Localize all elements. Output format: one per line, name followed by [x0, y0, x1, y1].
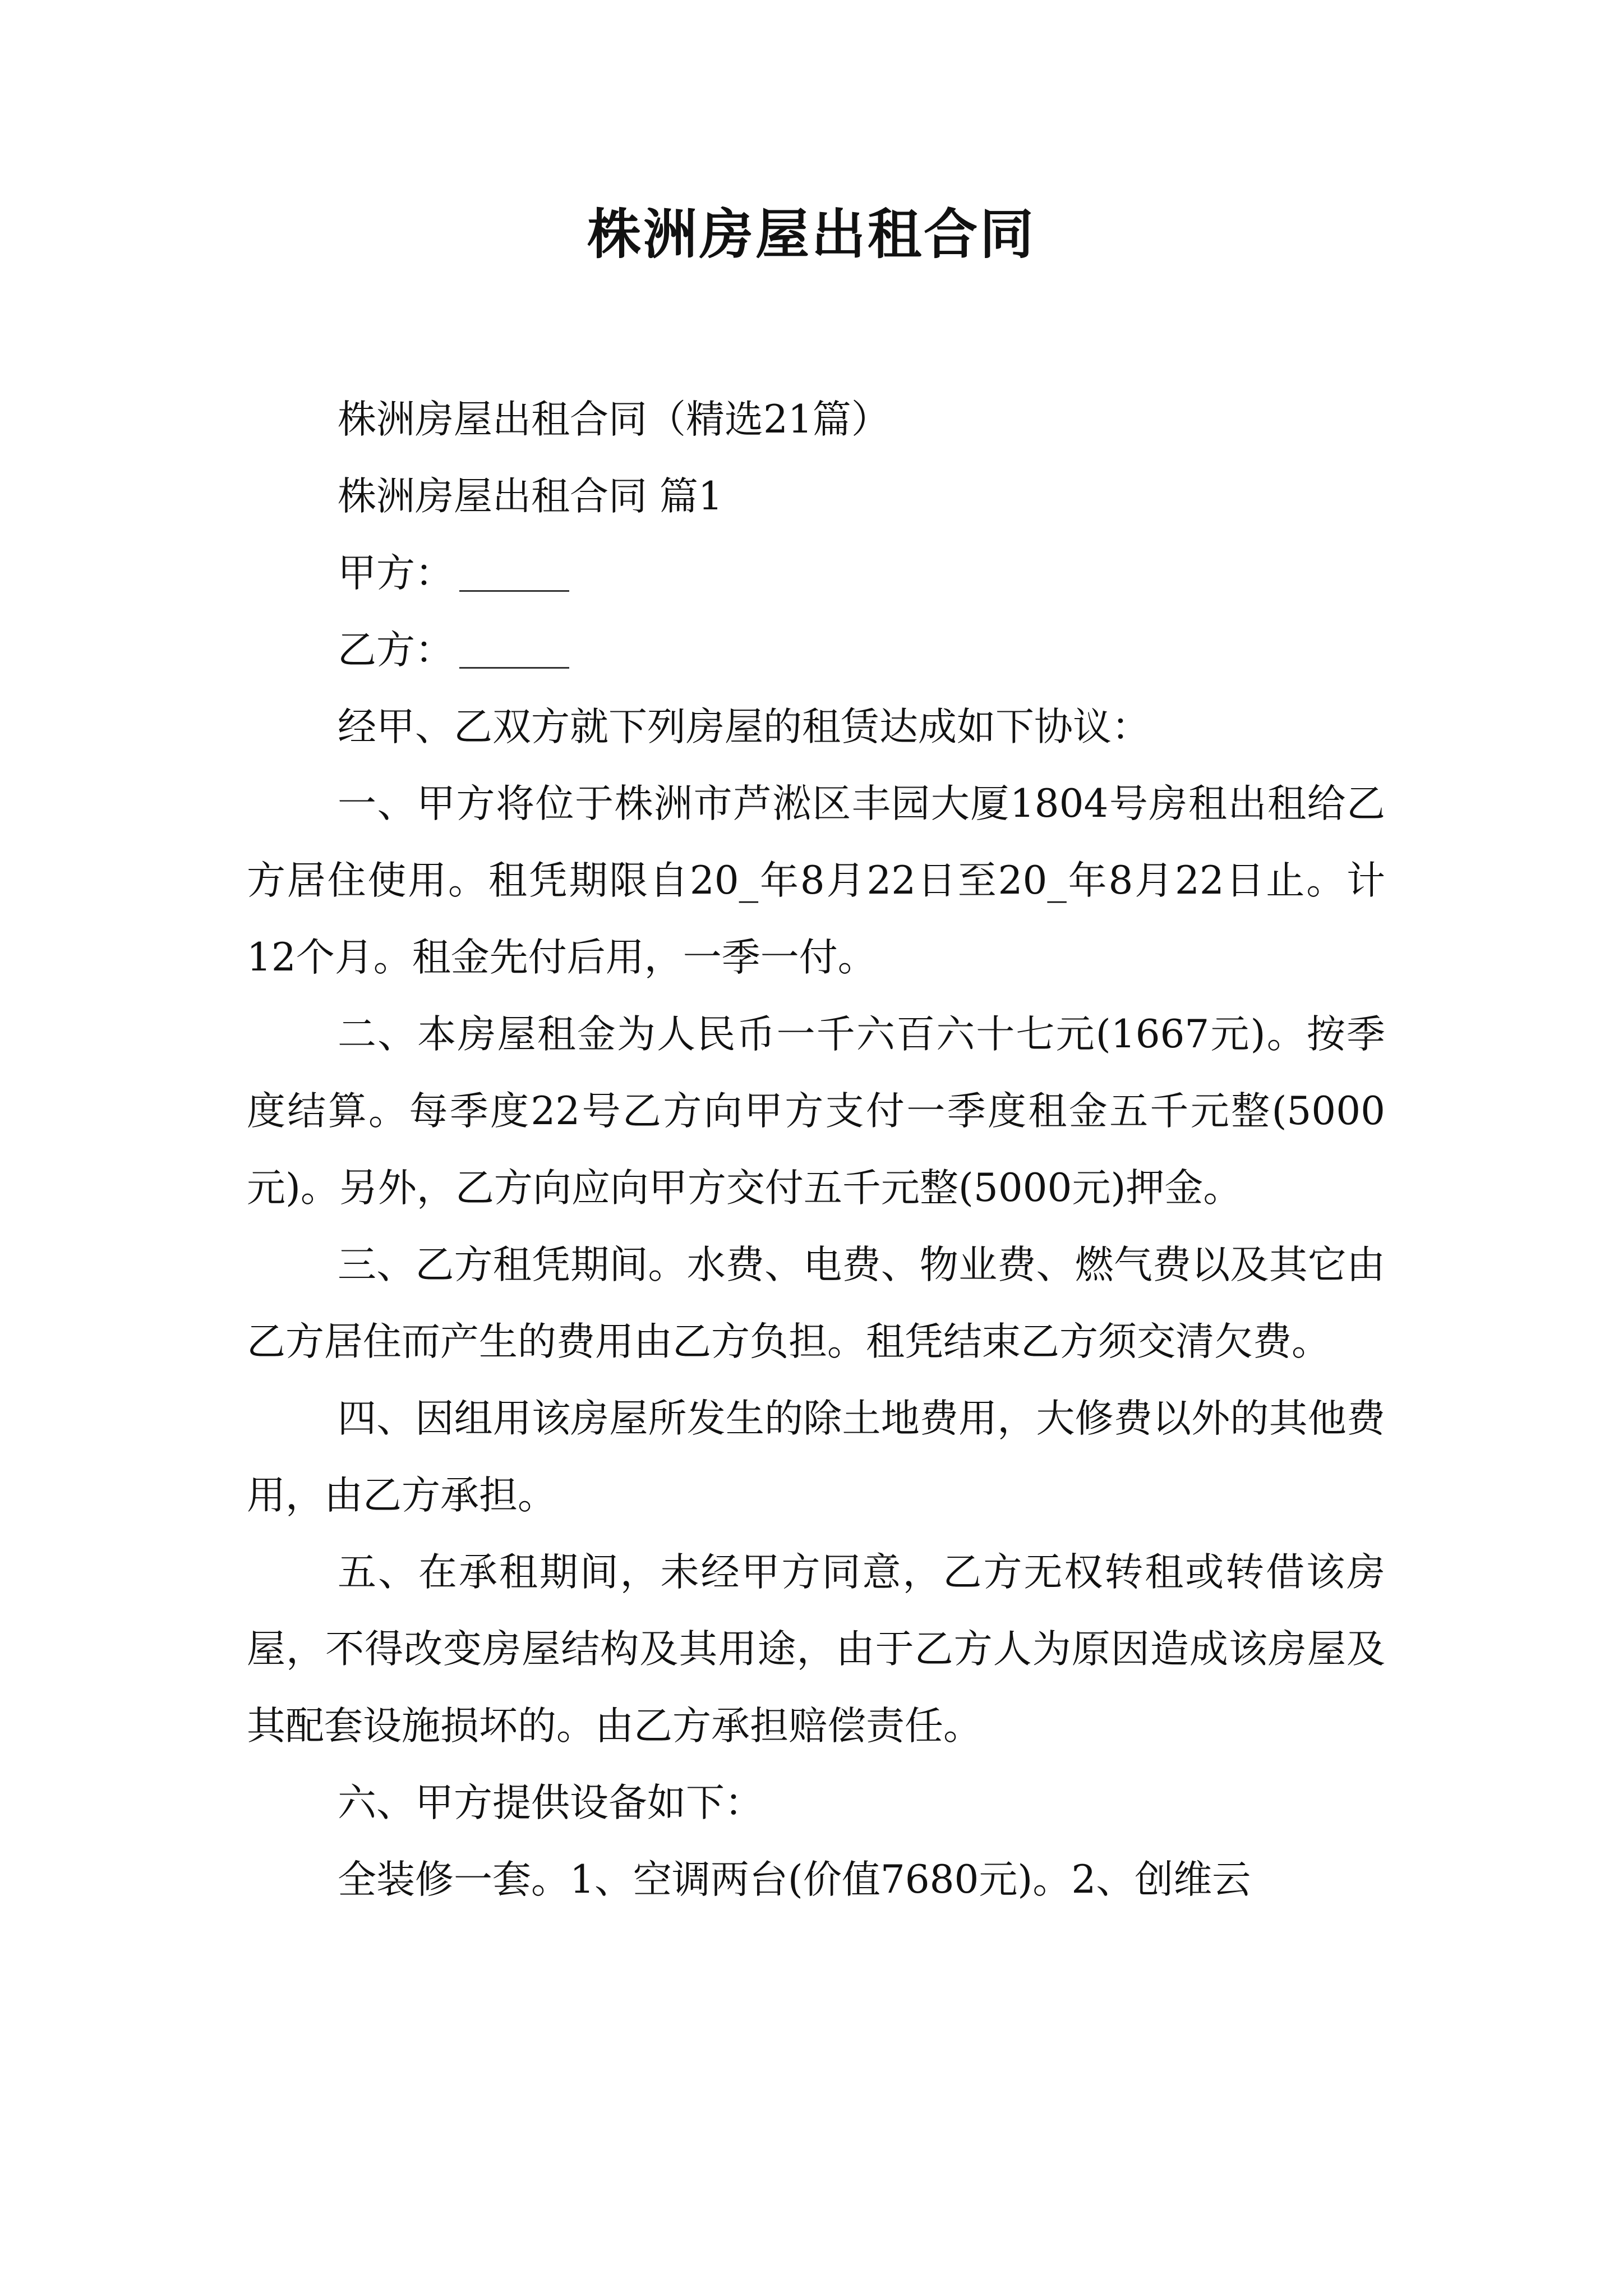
party-a-line	[247, 535, 1385, 612]
clause-4: 四、因组用该房屋所发生的除土地费用，大修费以外的其他费用，由乙方承担。	[247, 1396, 1385, 1518]
party-a-blank	[459, 558, 569, 592]
party-b-label: 乙方：	[338, 628, 454, 673]
equipment-list: 全装修一套。1、空调两台(价值7680元)。2、创维云	[338, 1857, 1251, 1902]
clause-6: 六、甲方提供设备如下：	[338, 1780, 763, 1825]
party-b-blank	[459, 634, 569, 669]
clause-5: 五、在承租期间，未经甲方同意，乙方无权转租或转借该房屋，不得改变房屋结构及其用途，由于乙方人为原因造成该房屋及其配套设施损坏的。由乙方承担赔偿责任。	[247, 1550, 1385, 1749]
clause-1: 一、甲方将位于株洲市芦淞区丰园大厦1804号房租出租给乙方居住使用。租凭期限自20_年8月22日至20_年8月22日止。计12个月。租金先付后用，一季一付。	[247, 781, 1385, 980]
document-title: 株洲房屋出租合同	[587, 203, 1036, 266]
party-b-line	[247, 612, 1385, 689]
party-a-label: 甲方：	[338, 551, 454, 596]
document-subtitle: 株洲房屋出租合同（精选21篇）	[338, 397, 890, 442]
clause-2: 二、本房屋租金为人民币一千六百六十七元(1667元)。按季度结算。每季度22号乙方向甲方支付一季度租金五千元整(5000元)。另外，乙方向应向甲方交付五千元整(5000元)押金。	[247, 1012, 1385, 1211]
section-heading: 株洲房屋出租合同 篇1	[338, 474, 723, 519]
document-body	[247, 381, 1385, 1918]
clause-3: 三、乙方租凭期间。水费、电费、物业费、燃气费以及其它由乙方居住而产生的费用由乙方负担。租凭结束乙方须交清欠费。	[247, 1243, 1385, 1364]
intro-paragraph: 经甲、乙双方就下列房屋的租赁达成如下协议：	[338, 705, 1150, 749]
